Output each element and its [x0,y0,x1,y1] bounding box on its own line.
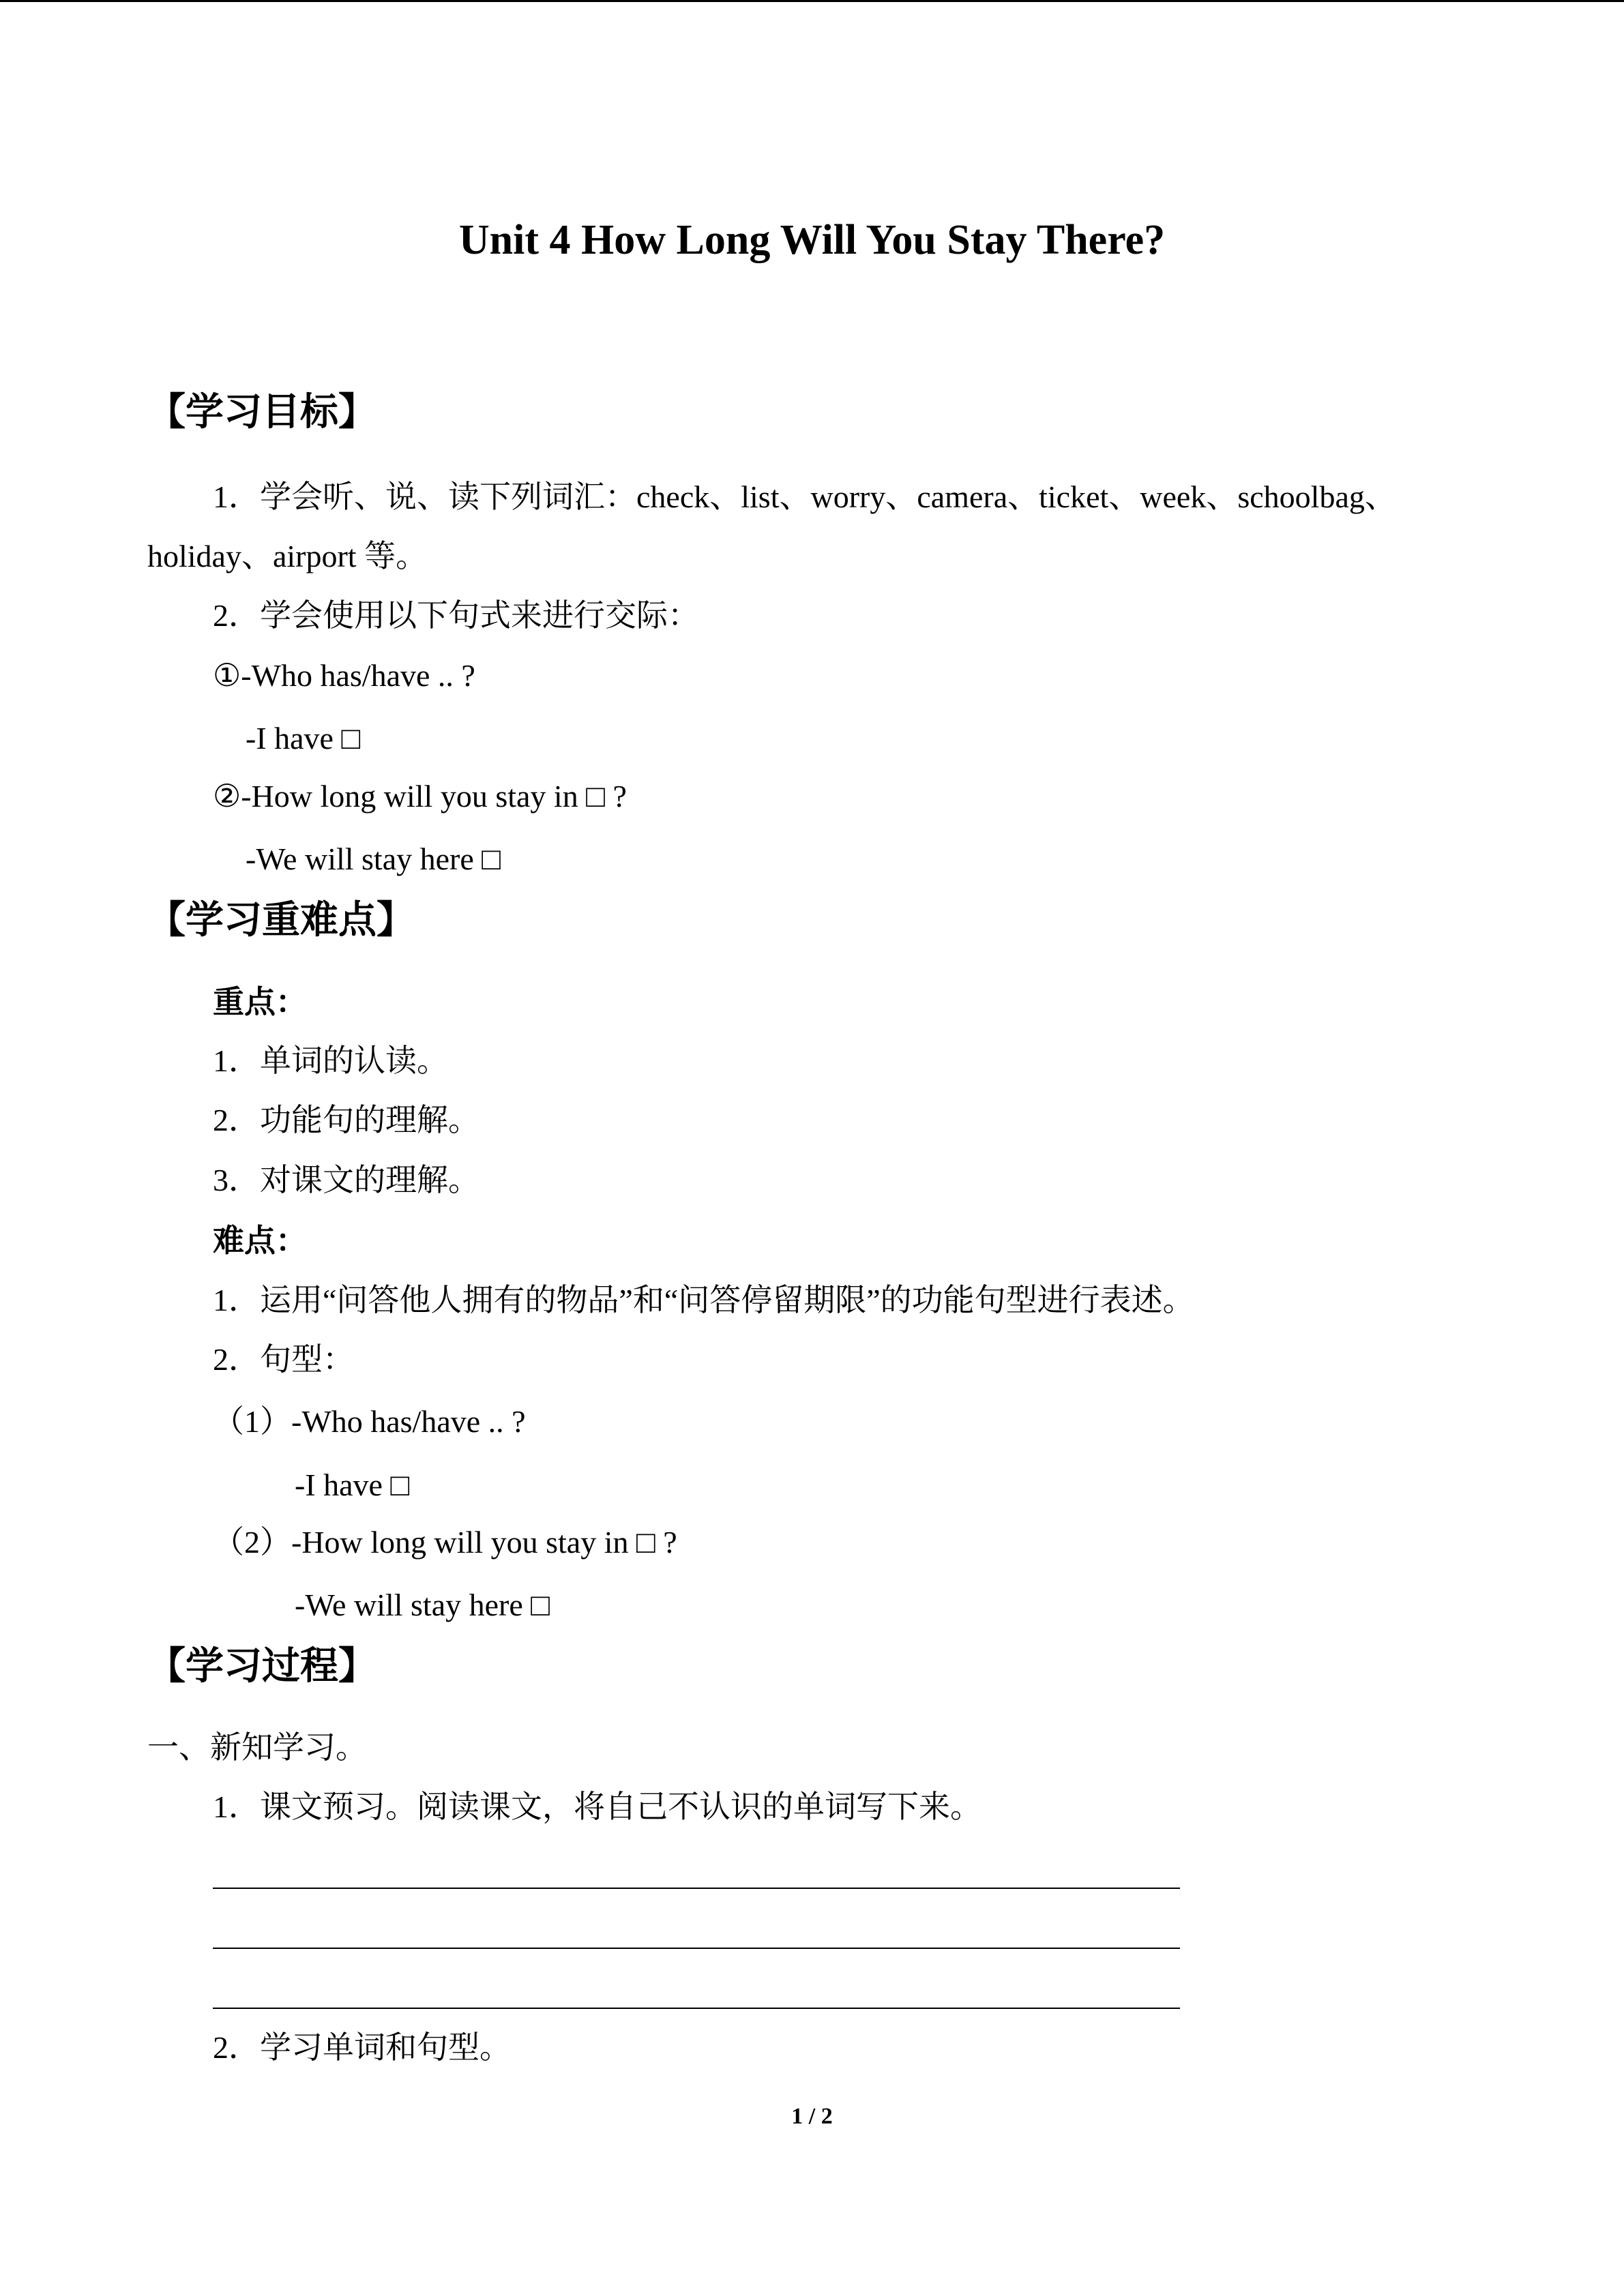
process-section-1: 一、新知学习。 [147,1730,367,1765]
difficult-pattern-1-answer: -I have □ [295,1467,410,1502]
page-number: 1 / 2 [791,2104,833,2129]
key-points-heading: 【学习重难点】 [147,899,415,942]
difficult-item-2: 2．句型： [213,1342,354,1377]
key-label: 重点： [213,985,307,1019]
objective-pattern-1-question: ①-Who has/have .. ? [213,658,475,693]
answer-line-3[interactable] [213,2008,1180,2009]
objective-1-line-1: 1．学会听、说、读下列词汇：check、list、worry、camera、ticket、week、schoolbag、 [213,479,1396,514]
answer-line-2[interactable] [213,1948,1180,1949]
top-border [0,0,1624,2]
objective-pattern-2-question: ②-How long will you stay in □ ? [213,779,627,814]
objective-pattern-2-answer: -We will stay here □ [246,841,501,876]
key-item-3: 3．对课文的理解。 [213,1163,479,1197]
process-step-1: 1．课文预习。阅读课文，将自己不认识的单词写下来。 [213,1789,981,1824]
difficult-pattern-2-answer: -We will stay here □ [295,1587,550,1622]
difficult-pattern-2-question: （2）-How long will you stay in □ ? [213,1525,677,1560]
process-heading: 【学习过程】 [147,1645,377,1688]
objective-1-line-2: holiday、airport 等。 [147,539,428,573]
difficult-pattern-1-question: （1）-Who has/have .. ? [213,1404,526,1439]
page-title: Unit 4 How Long Will You Stay There? [458,217,1166,263]
objective-2: 2．学会使用以下句式来进行交际： [213,598,699,633]
key-item-2: 2．功能句的理解。 [213,1103,479,1137]
process-step-2: 2．学习单词和句型。 [213,2030,511,2065]
difficult-item-1: 1．运用“问答他人拥有的物品”和“问答停留期限”的功能句型进行表述。 [213,1283,1194,1317]
key-item-1: 1．单词的认读。 [213,1043,448,1078]
difficult-label: 难点： [213,1223,307,1258]
answer-line-1[interactable] [213,1888,1180,1889]
objective-pattern-1-answer: -I have □ [246,721,361,756]
objectives-heading: 【学习目标】 [147,391,377,434]
